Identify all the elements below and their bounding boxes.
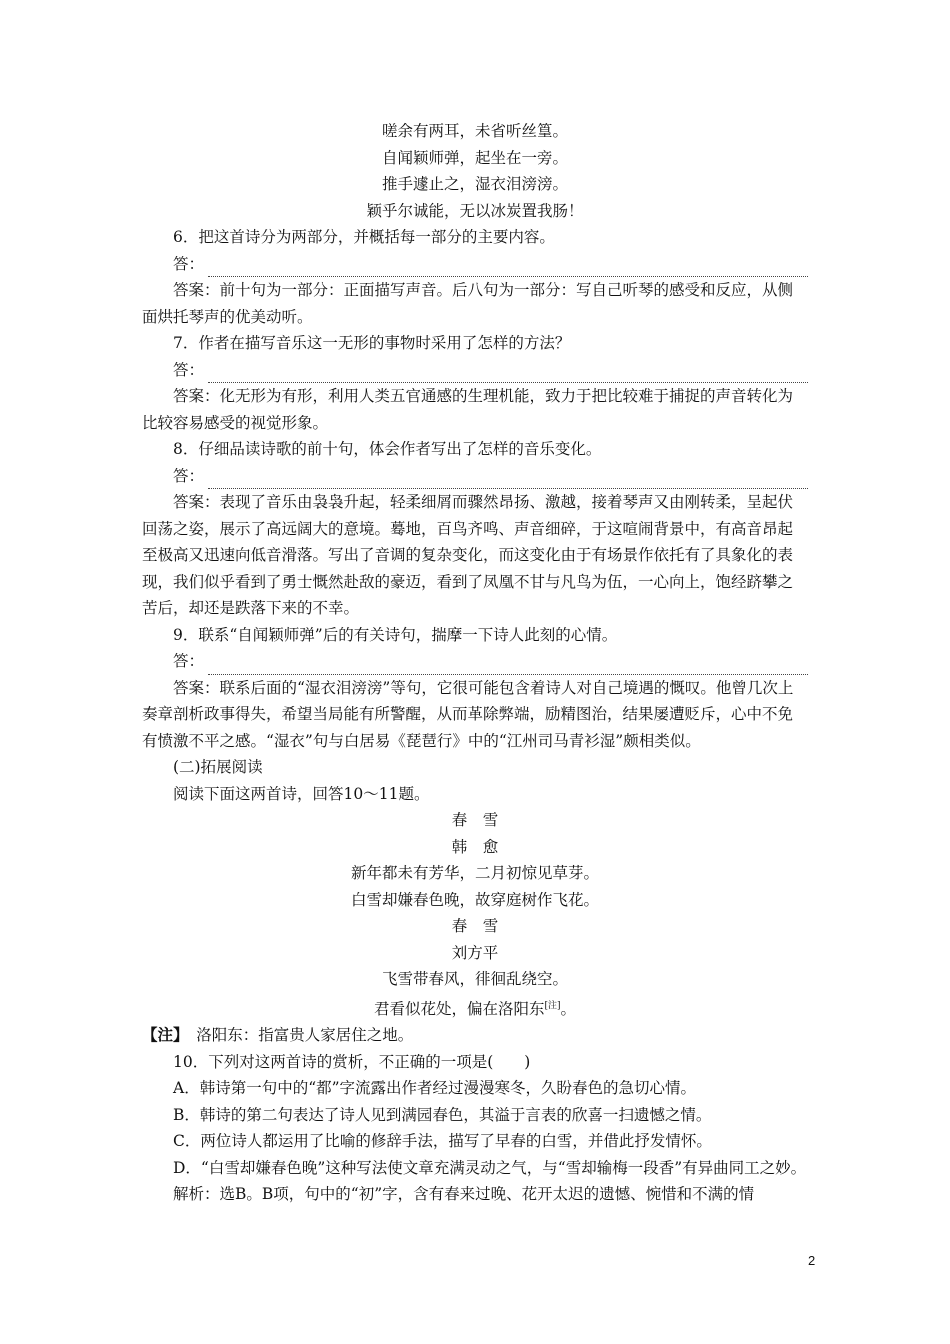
poem1-title: 春 雪	[451, 811, 499, 829]
answer-rule	[208, 470, 808, 489]
answer-prompt: 答：	[173, 466, 205, 485]
poem2-line2-end: 。	[560, 999, 577, 1018]
answer-rule	[208, 258, 808, 277]
q10-stem-suffix: 的一项是( )	[425, 1052, 531, 1071]
answer-7: 答案：化无形为有形，利用人类五官通感的生理机能，致力于把比较难于捕捉的声音转化为比较容易感受的视觉形象。	[142, 387, 794, 432]
poem2-line2-text: 君看似花处，偏在洛阳东	[373, 999, 545, 1018]
option-c[interactable]: C．两位诗人都运用了比喻的修辞手法，描写了早春的白雪，并借此抒发情怀。	[173, 1132, 712, 1151]
footnote-label: 【注】	[142, 1025, 181, 1045]
option-a[interactable]: A．韩诗第一句中的“都”字流露出作者经过漫漫寒冬，久盼春色的急切心情。	[173, 1079, 697, 1098]
question-9: 9．联系“自闻颖师弹”后的有关诗句，揣摩一下诗人此刻的心情。	[173, 625, 618, 644]
footnote	[142, 1022, 808, 1049]
q10-stem-prefix: 10．下列对这两首诗的赏析，	[173, 1052, 379, 1071]
section-title: (二)拓展阅读	[173, 758, 263, 776]
answer-6: 答案：前十句为一部分：正面描写声音。后八句为一部分：写自己听琴的感受和反应，从侧面烘托琴声的优美动听。	[142, 281, 794, 326]
poem2-line: 飞雪带春风，徘徊乱绕空。	[381, 970, 568, 988]
answer-prompt: 答：	[173, 652, 205, 670]
analysis: 解析：选B。B项，句中的“初”字，含有春来过晚、花开太迟的遗憾、惋惜和不满的情	[173, 1185, 755, 1204]
answer-line-9[interactable]	[142, 648, 808, 675]
footnote-text: 洛阳东：指富贵人家居住之地。	[180, 1026, 414, 1045]
answer-rule	[208, 364, 808, 383]
poem-line: 嗟余有两耳，未省听丝篁。	[381, 122, 568, 140]
question-7: 7．作者在描写音乐这一无形的事物时采用了怎样的方法？	[173, 334, 571, 352]
option-b[interactable]: B．韩诗的第二句表达了诗人见到满园春色，其溢于言表的欣喜一扫遗憾之情。	[173, 1105, 712, 1124]
answer-prompt: 答：	[173, 254, 205, 273]
answer-line-8[interactable]	[142, 463, 808, 490]
question-6: 6．把这首诗分为两部分，并概括每一部分的主要内容。	[173, 228, 555, 246]
option-d[interactable]: D．“白雪却嫌春色晚”这种写法使文章充满灵动之气，与“雪却输梅一段香”有异曲同工之妙。	[173, 1158, 807, 1177]
poem-line: 自闻颖师弹，起坐在一旁。	[381, 148, 568, 167]
answer-rule	[208, 656, 808, 675]
answer-prompt: 答：	[173, 360, 205, 379]
poem2-author: 刘方平	[451, 943, 499, 962]
answer-line-7[interactable]	[142, 357, 808, 384]
footnote-marker[interactable]: [注]	[544, 1000, 561, 1011]
page-content	[142, 118, 808, 1208]
question-8: 8．仔细品读诗歌的前十句，体会作者写出了怎样的音乐变化。	[173, 440, 602, 458]
instruction: 阅读下面这两首诗，回答10～11题。	[173, 784, 430, 803]
page-number: 2	[808, 1253, 816, 1268]
poem1-line: 新年都未有芳华，二月初惊见草芽。	[350, 864, 599, 882]
poem2-title: 春 雪	[451, 917, 499, 935]
poem-line: 推手遽止之，湿衣泪滂滂。	[381, 175, 568, 193]
q10-stem-emph: 不正确	[378, 1052, 426, 1071]
poem2-line	[142, 993, 808, 1023]
poem1-author: 韩 愈	[451, 837, 499, 856]
poem-line: 颖乎尔诚能，无以冰炭置我肠！	[366, 201, 584, 220]
poem1-line: 白雪却嫌春色晚，故穿庭树作飞花。	[350, 890, 599, 909]
answer-9: 答案：联系后面的“湿衣泪滂滂”等句，它很可能包含着诗人对自己境遇的慨叹。他曾几次上奏章剖析政事得失，希望当局能有所警醒，从而革除弊端，励精图治，结果屡遭贬斥，心中不免有愤激不平之感。“湿衣”句与白居易《琵琶行》中的“江州司马青衫湿”颇相类似。	[142, 678, 794, 750]
question-10	[142, 1049, 808, 1076]
answer-line-6[interactable]	[142, 251, 808, 278]
answer-8: 答案：表现了音乐由袅袅升起，轻柔细屑而骤然昂扬、激越，接着琴声又由刚转柔，呈起伏回荡之姿，展示了高远阔大的意境。蓦地，百鸟齐鸣、声音细碎，于这喧闹背景中，有高音昂起至极高又迅速向低音滑落。写出了音调的复杂变化，而这变化由于有场景作依托有了具象化的表现，我们似乎看到了勇士慨然赴敌的豪迈，看到了凤凰不甘与凡鸟为伍，一心向上，饱经跻攀之苦后，却还是跌落下来的不幸。	[142, 493, 794, 617]
